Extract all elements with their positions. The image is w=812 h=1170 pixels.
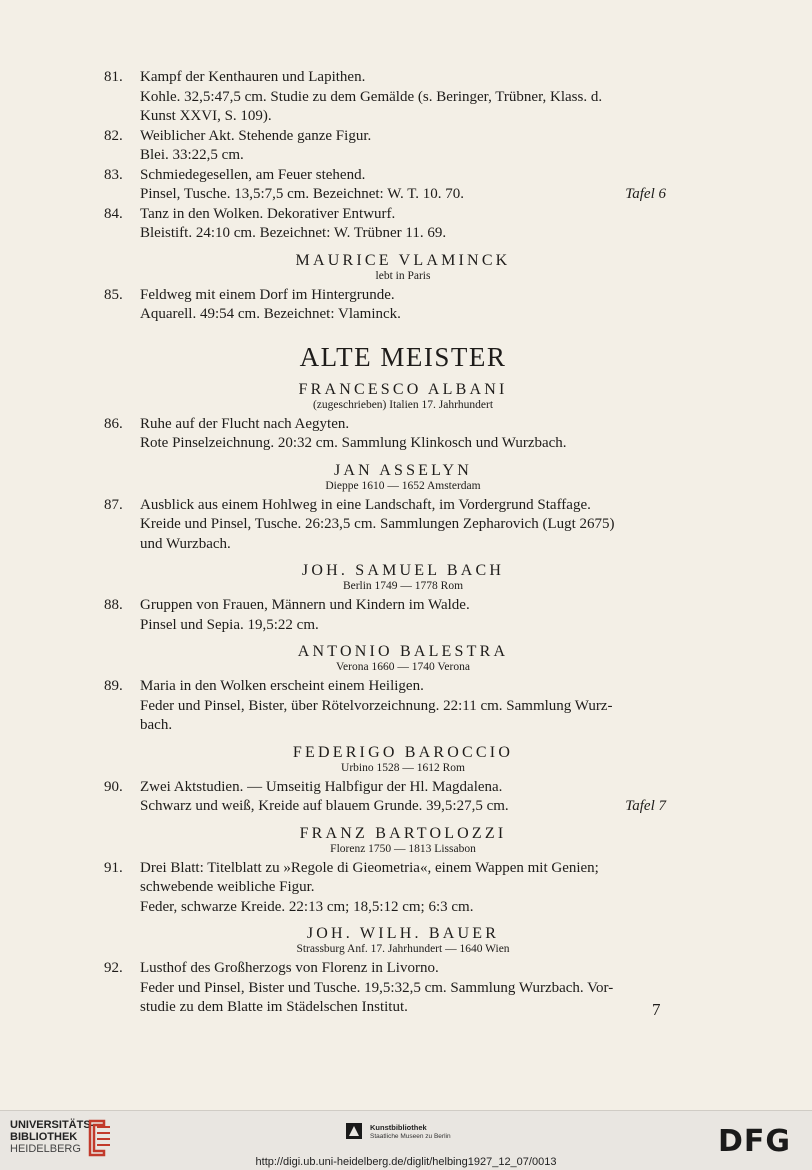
entry-number: 89. — [104, 678, 123, 694]
entry-number: 84. — [104, 205, 123, 222]
entry-number: 83. — [104, 166, 123, 183]
entry-details: Feder, schwarze Kreide. 22:13 cm; 18,5:12 cm; 6:3 cm. — [140, 898, 474, 915]
artist-heading — [140, 824, 666, 856]
plate-reference: Tafel 6 — [625, 186, 666, 202]
catalog-entry — [0, 205, 812, 244]
artist-name: JOH. WILH. BAUER — [306, 925, 500, 942]
kunstbibliothek-emblem-icon — [346, 1123, 362, 1139]
artist-dates: Urbino 1528 — 1612 Rom — [341, 761, 465, 774]
entry-number: 86. — [104, 415, 123, 432]
ub-logo-line1: UNIVERSITÄTS- — [10, 1119, 95, 1131]
entry-number: 88. — [104, 597, 123, 613]
page-content — [0, 68, 812, 1018]
entry-details: Feder und Pinsel, Bister und Tusche. 19,5:32,5 cm. Sammlung Wurzbach. Vor- — [140, 979, 614, 996]
entry-number: 92. — [104, 960, 123, 976]
entry-title-continued: schwebende weibliche Figur. — [140, 879, 315, 895]
entry-number: 87. — [104, 496, 123, 513]
catalog-entry — [0, 778, 812, 817]
catalog-entry — [0, 127, 812, 166]
artist-name: MAURICE VLAMINCK — [295, 251, 511, 269]
entry-title: Feldweg mit einem Dorf im Hintergrunde. — [140, 286, 395, 303]
artist-dates: lebt in Paris — [375, 269, 431, 282]
artist-dates: Berlin 1749 — 1778 Rom — [342, 580, 464, 592]
entry-details: Kreide und Pinsel, Tusche. 26:23,5 cm. Sammlungen Zepharovich (Lugt 2675) — [140, 516, 615, 532]
entry-details: Feder und Pinsel, Bister, über Rötelvorzeichnung. 22:11 cm. Sammlung Wurz- — [140, 697, 613, 714]
entry-title: Ausblick aus einem Hohlweg in eine Landschaft, im Vordergrund Staffage. — [140, 496, 591, 513]
entry-title: Maria in den Wolken erscheint einem Heiligen. — [140, 678, 424, 694]
artist-name: FRANZ BARTOLOZZI — [299, 824, 507, 842]
entry-title: Zwei Aktstudien. — Umseitig Halbfigur der Hl. Magdalena. — [140, 778, 503, 795]
kunstbibliothek-subtitle: Staatliche Museen zu Berlin — [370, 1133, 451, 1140]
entry-details: Blei. 33:22,5 cm. — [140, 147, 244, 163]
entry-details-line — [140, 797, 666, 817]
page-number: 7 — [652, 1000, 661, 1019]
entry-details: Pinsel, Tusche. 13,5:7,5 cm. Bezeichnet: W. T. 10. 70. — [140, 186, 465, 202]
entry-title: Lusthof des Großherzogs von Florenz in Livorno. — [140, 960, 439, 976]
entry-details: Rote Pinselzeichnung. 20:32 cm. Sammlung Klinkosch und Wurzbach. — [140, 435, 567, 451]
entry-details: studie zu dem Blatte im Städelschen Institut. — [140, 999, 408, 1015]
entry-details: Kunst XXVI, S. 109). — [140, 108, 272, 124]
entry-title: Schmiedegesellen, am Feuer stehend. — [140, 166, 366, 183]
artist-dates: Verona 1660 — 1740 Verona — [336, 661, 470, 673]
dfg-logo[interactable]: DFG — [718, 1124, 792, 1159]
artist-heading — [140, 380, 666, 412]
artist-name: JAN ASSELYN — [333, 461, 473, 479]
catalog-entry — [0, 286, 812, 325]
entry-title: Kampf der Kenthauren und Lapithen. — [140, 69, 366, 85]
entry-title: Drei Blatt: Titelblatt zu »Regole di Gieometria«, einem Wappen mit Genien; — [140, 859, 599, 876]
catalog-entry — [0, 166, 812, 205]
entry-details-line — [140, 185, 666, 205]
entry-title: Weiblicher Akt. Stehende ganze Figur. — [140, 127, 372, 144]
source-url[interactable]: http://digi.ub.uni-heidelberg.de/diglit/helbing1927_12_07/0013 — [255, 1156, 557, 1168]
artist-name: FRANCESCO ALBANI — [298, 380, 508, 398]
ub-logo-line2: BIBLIOTHEK — [10, 1131, 78, 1143]
artist-heading — [140, 461, 666, 493]
entry-details: bach. — [140, 717, 173, 733]
entry-details: Kohle. 32,5:47,5 cm. Studie zu dem Gemälde (s. Beringer, Trübner, Klass. d. — [140, 88, 603, 105]
entry-number: 85. — [104, 286, 123, 303]
plate-reference: Tafel 7 — [625, 798, 666, 814]
artist-heading — [140, 251, 666, 283]
artist-name: JOH. SAMUEL BACH — [301, 562, 505, 579]
entry-number: 82. — [104, 127, 123, 144]
entry-details: Bleistift. 24:10 cm. Bezeichnet: W. Trübner 11. 69. — [140, 225, 447, 241]
entry-number: 81. — [104, 69, 123, 85]
ub-heidelberg-logo[interactable] — [10, 1119, 94, 1155]
artist-name: FEDERIGO BAROCCIO — [292, 743, 514, 761]
entry-number: 90. — [104, 778, 123, 795]
artist-heading — [140, 924, 666, 956]
kunstbibliothek-title: Kunstbibliothek — [370, 1123, 427, 1132]
ub-heidelberg-emblem-icon — [84, 1117, 114, 1159]
catalog-entry — [0, 959, 812, 1018]
entry-details: Aquarell. 49:54 cm. Bezeichnet: Vlaminck. — [140, 306, 401, 322]
artist-dates: Dieppe 1610 — 1652 Amsterdam — [325, 479, 481, 492]
catalog-entry — [0, 859, 812, 918]
entry-details: Pinsel und Sepia. 19,5:22 cm. — [140, 616, 319, 633]
ub-logo-line3: HEIDELBERG — [10, 1143, 81, 1155]
artist-dates: Strassburg Anf. 17. Jahrhundert — 1640 Wien — [296, 943, 510, 955]
catalog-entry — [0, 68, 812, 127]
catalog-entry — [0, 415, 812, 454]
catalog-entry — [0, 496, 812, 555]
section-title: ALTE MEISTER — [299, 341, 507, 372]
entry-title: Ruhe auf der Flucht nach Aegyten. — [140, 415, 350, 432]
artist-heading — [140, 743, 666, 775]
catalog-entry — [0, 677, 812, 736]
entry-title: Tanz in den Wolken. Dekorativer Entwurf. — [140, 205, 396, 222]
entry-details: Schwarz und weiß, Kreide auf blauem Grunde. 39,5:27,5 cm. — [140, 798, 509, 814]
artist-name: ANTONIO BALESTRA — [297, 643, 509, 660]
entry-number: 91. — [104, 859, 123, 876]
catalog-entry — [0, 596, 812, 635]
entry-title: Gruppen von Frauen, Männern und Kindern im Walde. — [140, 597, 470, 613]
artist-heading — [140, 561, 666, 593]
entry-details: und Wurzbach. — [140, 535, 231, 552]
artist-dates: Florenz 1750 — 1813 Lissabon — [330, 842, 476, 855]
artist-heading — [140, 642, 666, 674]
artist-dates: (zugeschrieben) Italien 17. Jahrhundert — [312, 398, 494, 411]
